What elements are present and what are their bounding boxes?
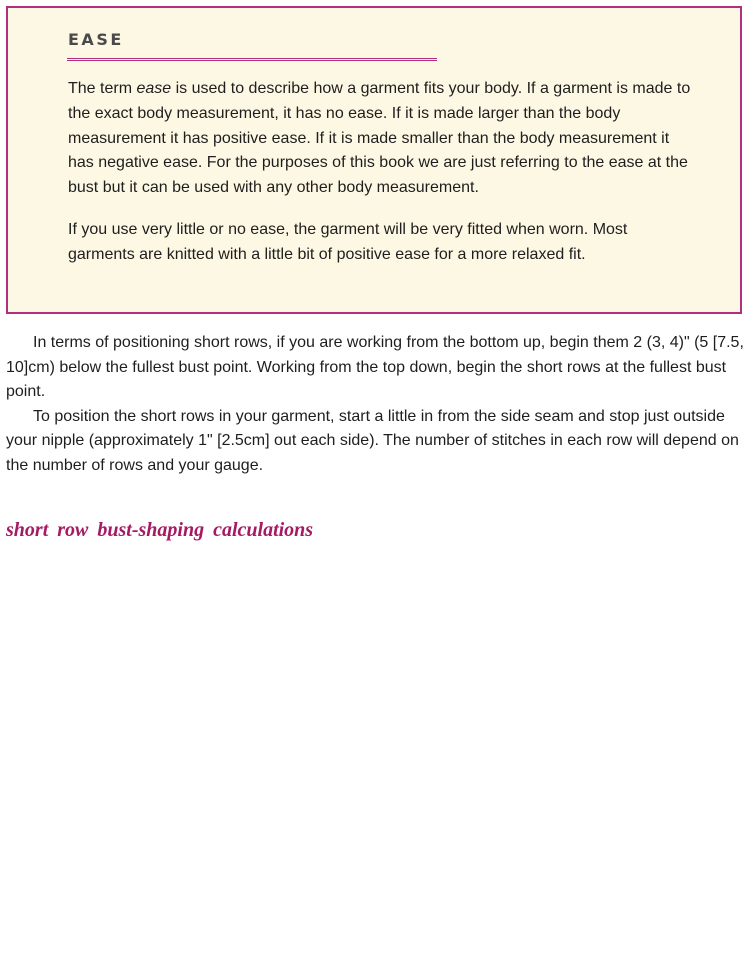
section-heading: short row bust-shaping calculations xyxy=(6,519,314,541)
body-paragraph-2: To position the short rows in your garment, start a little in from the side seam and stop just outside your nipple (approximately 1" [2.5cm] out each side). The number of stitches in each row will depend on the number of rows and your gauge. xyxy=(6,407,739,474)
main-body-text xyxy=(6,331,746,479)
ease-box-title: EASE xyxy=(68,30,124,49)
ease-paragraph-1-rest: is used to describe how a garment fits your body. If a garment is made to the exact body measurement, it has no ease. If it is made larger than the body measurement it has positive ease. If it is made smaller than the body measurement it has negative ease. For the purposes of this book we are just referring to the ease at the bust but it can be used with any other body measurement. xyxy=(68,80,691,197)
ease-paragraph-1-start: The term xyxy=(68,80,137,97)
title-underline-divider xyxy=(67,58,437,61)
ease-paragraph-1 xyxy=(68,77,698,201)
ease-box-body xyxy=(68,77,698,268)
ease-paragraph-2: If you use very little or no ease, the garment will be very fitted when worn. Most garments are knitted with a little bit of positive ease for a more relaxed fit. xyxy=(68,220,628,263)
ease-term: ease xyxy=(136,80,172,97)
body-paragraph-1: In terms of positioning short rows, if you are working from the bottom up, begin them 2 (3, 4)" (5 [7.5, 10]cm) below the fullest bust point. Working from the top down, begin the short rows at the fullest bust point. xyxy=(6,334,744,401)
ease-sidebar-box xyxy=(6,6,742,314)
